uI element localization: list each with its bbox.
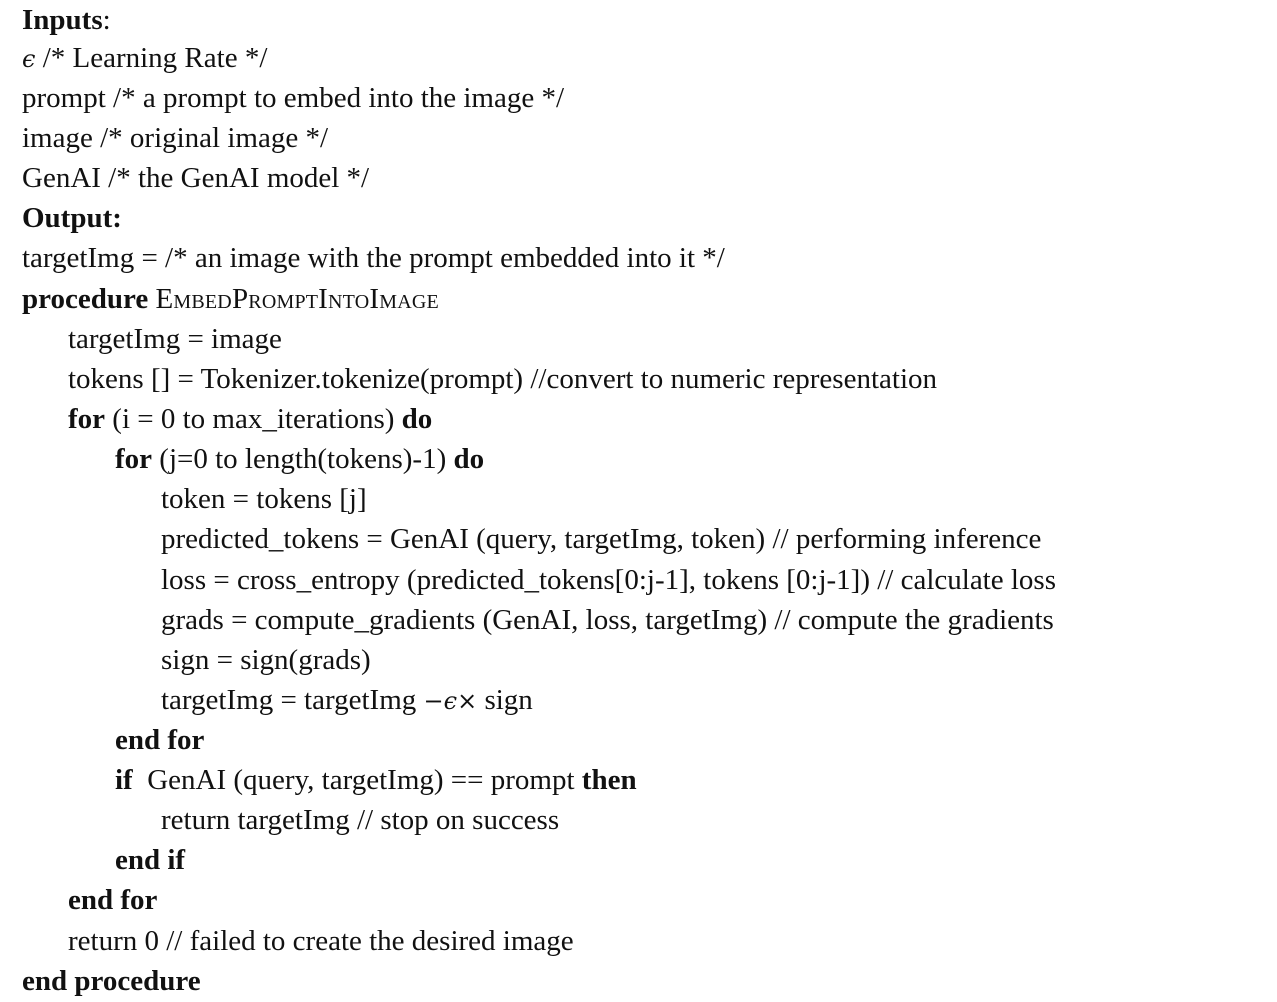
return-success-line (22, 800, 559, 840)
return-success-statement: return targetImg // stop on success (161, 804, 560, 836)
epsilon-input-line (22, 38, 267, 78)
outer-end-for-keyword: end for (68, 884, 158, 916)
token-statement: token = tokens [j] (161, 483, 367, 515)
outer-for-keyword: for (68, 403, 106, 435)
return-fail-statement: return 0 // failed to create the desired image (68, 925, 574, 957)
inner-loop-condition: (j=0 to length(tokens)-1) (159, 443, 447, 475)
target-assignment-line (22, 319, 282, 359)
if-line (22, 760, 637, 800)
end-if-keyword: end if (115, 844, 186, 876)
outer-end-for-line (22, 880, 157, 920)
grads-line (22, 600, 1054, 640)
epsilon-symbol: ϵ (22, 45, 36, 73)
tokenize-statement: tokens [] = Tokenizer.tokenize(prompt) //convert to numeric representation (68, 363, 937, 395)
inner-do-keyword: do (453, 443, 485, 475)
procedure-line (22, 279, 439, 319)
end-if-line (22, 840, 185, 880)
inputs-heading (22, 0, 111, 40)
sign-statement: sign = sign(grads) (161, 644, 371, 676)
procedure-keyword: procedure (22, 283, 149, 315)
then-keyword: then (581, 764, 637, 796)
target-output-line: targetImg = /* an image with the prompt embedded into it */ (22, 242, 725, 274)
update-right: sign (477, 684, 533, 716)
epsilon-comment: /* Learning Rate */ (35, 42, 268, 74)
outer-loop-condition: (i = 0 to max_iterations) (112, 403, 395, 435)
procedure-name: EmbedPromptIntoImage (155, 283, 439, 315)
outer-loop-line (22, 399, 432, 439)
update-left: targetImg = targetImg (161, 684, 424, 716)
inputs-label: Inputs (22, 4, 103, 36)
predicted-statement: predicted_tokens = GenAI (query, targetImg, token) // performing inference (161, 523, 1042, 555)
token-line (22, 479, 367, 519)
target-assignment: targetImg = image (68, 323, 282, 355)
sign-line (22, 640, 371, 680)
if-keyword: if (115, 764, 133, 796)
output-heading: Output: (22, 202, 122, 234)
update-line (22, 680, 533, 720)
inner-loop-line (22, 439, 484, 479)
loss-line (22, 560, 1056, 600)
inner-for-keyword: for (115, 443, 153, 475)
grads-statement: grads = compute_gradients (GenAI, loss, targetImg) // compute the gradients (161, 604, 1054, 636)
outer-do-keyword: do (401, 403, 433, 435)
update-math: −ϵ× (423, 687, 478, 715)
end-procedure-line: end procedure (22, 965, 201, 997)
outer-loop-wrap (68, 403, 432, 435)
tokens-line (22, 359, 937, 399)
inner-end-for-line (22, 720, 204, 760)
image-input-line: image /* original image */ (22, 122, 329, 154)
prompt-input-line: prompt /* a prompt to embed into the image */ (22, 82, 565, 114)
update-statement (161, 684, 533, 716)
inner-end-for-keyword: end for (115, 724, 205, 756)
loss-statement: loss = cross_entropy (predicted_tokens[0:j-1], tokens [0:j-1]) // calculate loss (161, 564, 1056, 596)
inputs-colon: : (102, 4, 111, 36)
return-fail-line (22, 921, 574, 961)
predicted-line (22, 519, 1041, 559)
inner-loop-wrap (115, 443, 484, 475)
if-condition: GenAI (query, targetImg) == prompt (147, 764, 575, 796)
genai-input-line: GenAI /* the GenAI model */ (22, 162, 370, 194)
if-wrap (115, 764, 637, 796)
